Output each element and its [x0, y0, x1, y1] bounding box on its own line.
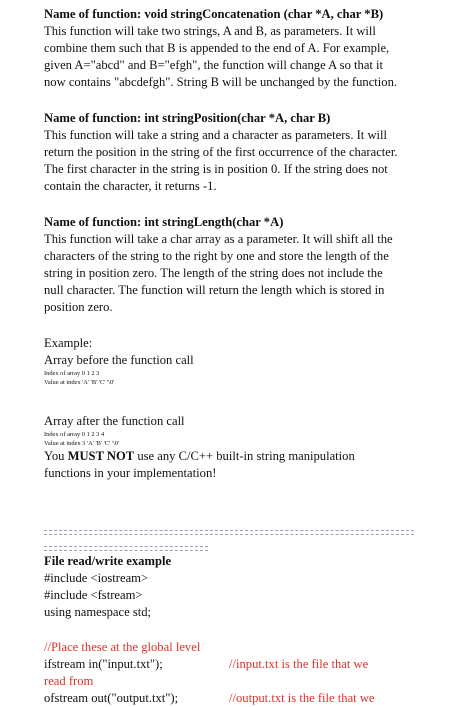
function-heading: Name of function: int stringLength(char *A) — [44, 215, 284, 229]
function-section-concatenation — [44, 6, 400, 91]
function-heading: Name of function: int stringPosition(char *A, char B) — [44, 111, 331, 125]
code-comment: //input.txt is the file that we — [229, 657, 369, 671]
array-before-value-row: Value at index 'A' 'B' 'C' '\0' — [44, 379, 115, 386]
array-after-value-row: Value at index 3 'A' 'B' 'C' '\0' — [44, 440, 120, 447]
array-before-index-row: Index of array 0 1 2 3 — [44, 370, 100, 377]
function-description: This function will take a string and a character as parameters. It will return the position in the string of the first occurrence of the character. The first character in the string is in position 0. If the string does not contain the character, it returns -1. — [44, 128, 398, 193]
code-text: ifstream in("input.txt"); — [44, 657, 163, 671]
example-block — [44, 335, 400, 482]
function-section-length — [44, 214, 400, 316]
code-line: using namespace std; — [44, 605, 152, 619]
divider-line — [44, 530, 414, 531]
function-description: This function will take two strings, A and B, as parameters. It will combine them such that B is appended to the end of A. For example, given A="abcd" and B="efgh", the function will change A so that it now contains "abcdefgh". String B will be unchanged by the function. — [44, 24, 398, 89]
constraint-note: You MUST NOT use any C/C++ built-in string manipulation functions in your implementation! — [44, 449, 355, 480]
code-line-ofstream — [44, 690, 434, 707]
must-not-emphasis: MUST NOT — [67, 449, 135, 463]
code-line: #include <fstream> — [44, 588, 143, 602]
file-io-section — [44, 553, 434, 707]
function-section-position — [44, 110, 400, 195]
code-line: #include <iostream> — [44, 571, 149, 585]
code-comment-wrap: read from — [44, 674, 94, 688]
array-after-index-row: Index of array 0 1 2 3 4 — [44, 431, 105, 438]
function-heading: Name of function: void stringConcatenation (char *A, char *B) — [44, 7, 384, 21]
code-text: ofstream out("output.txt"); — [44, 691, 179, 705]
array-after-title: Array after the function call — [44, 414, 185, 428]
example-label: Example: — [44, 336, 93, 350]
divider-line — [44, 550, 208, 551]
divider-line — [44, 534, 414, 535]
code-comment: //Place these at the global level — [44, 640, 201, 654]
array-before-title: Array before the function call — [44, 353, 194, 367]
code-comment: //output.txt is the file that we — [229, 691, 375, 705]
function-description: This function will take a char array as a parameter. It will shift all the characters of the string to the right by one and store the length of the string in position zero. The length of the string does not include the null character. The function will return the length which is stored in position zero. — [44, 232, 393, 314]
divider-line — [44, 546, 208, 547]
file-section-heading: File read/write example — [44, 554, 172, 568]
code-line-ifstream — [44, 656, 434, 673]
document-body — [44, 6, 400, 482]
